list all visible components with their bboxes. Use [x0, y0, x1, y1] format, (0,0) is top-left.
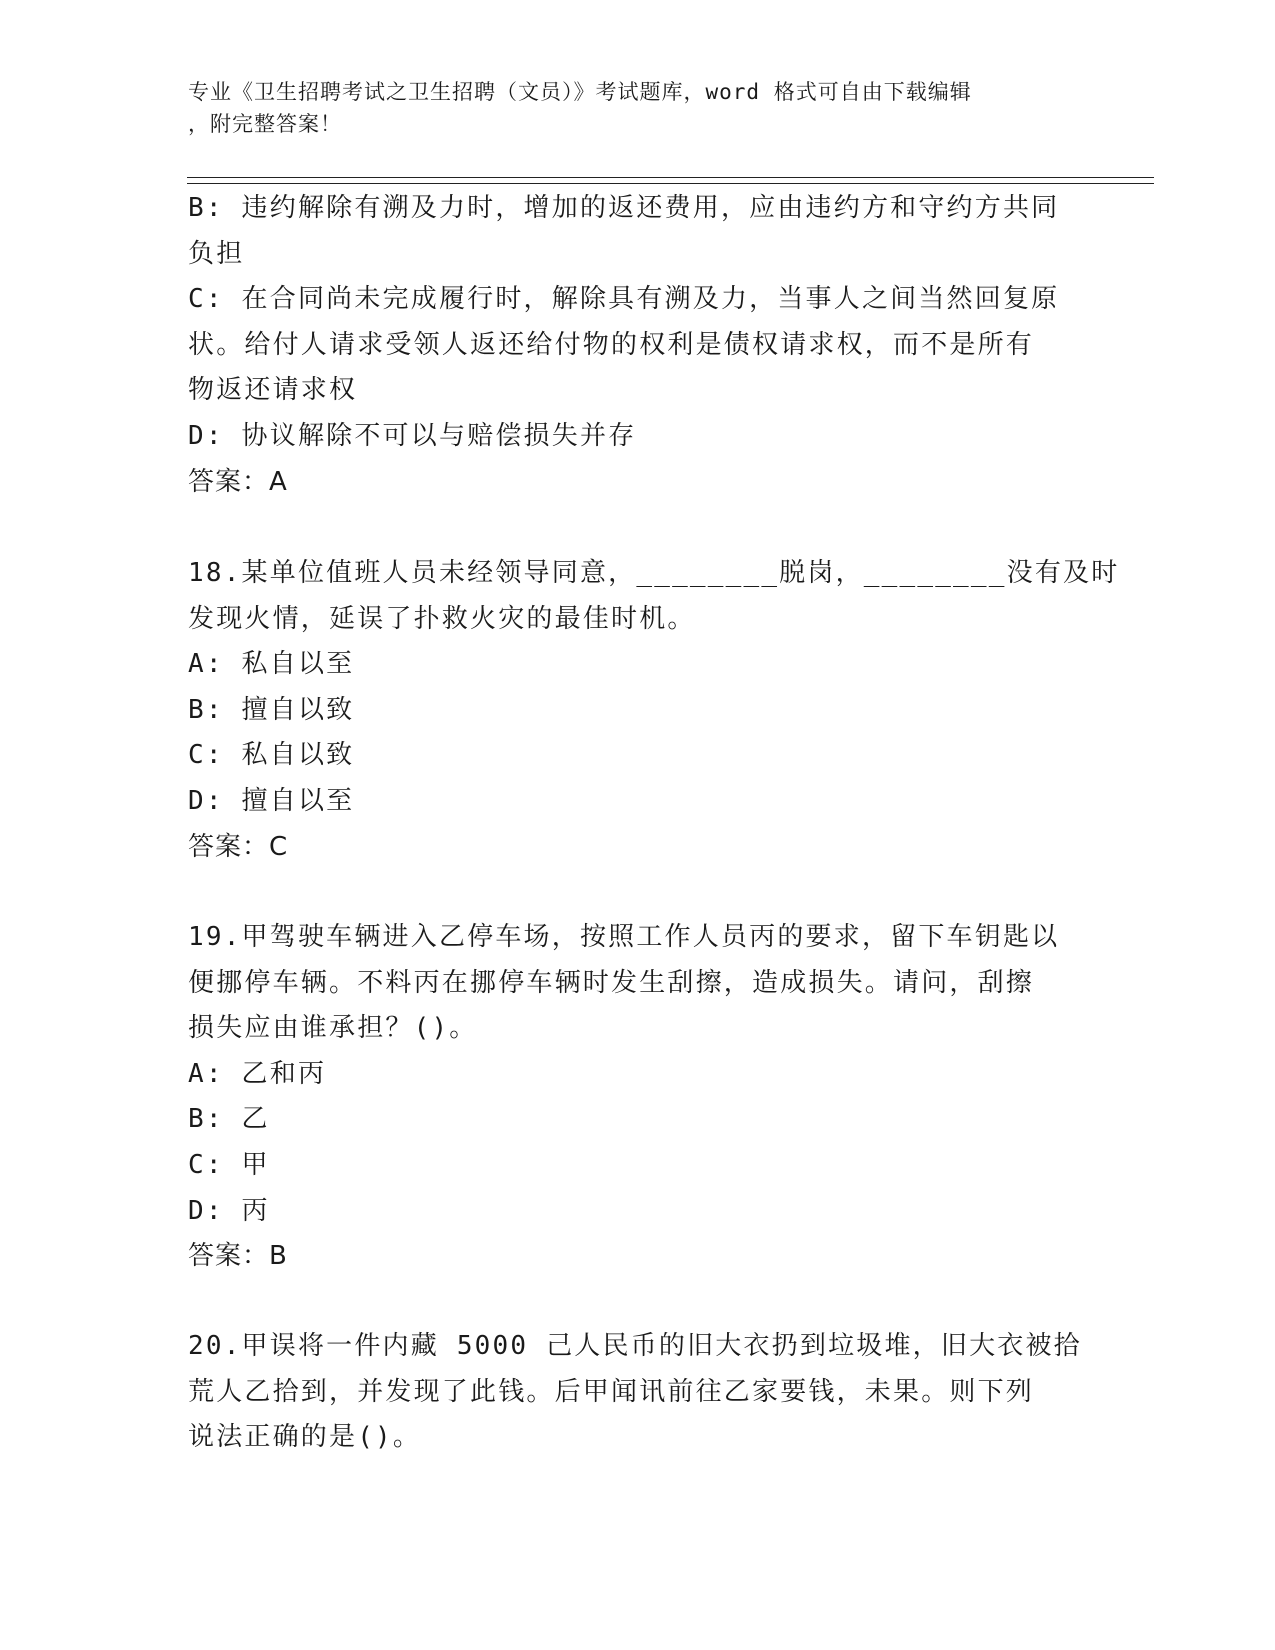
question-stem-line-2: 荒人乙拾到，并发现了此钱。后甲闻讯前往乙家要钱，未果。则下列 — [188, 1376, 1035, 1407]
question-stem-line-3: 说法正确的是()。 — [188, 1422, 422, 1453]
option-c-line-3: 物返还请求权 — [188, 375, 358, 406]
question-stem-line-1: 18.某单位值班人员未经领导同意，________脱岗，________没有及时 — [188, 558, 1120, 588]
header-rule-top — [187, 177, 1154, 178]
option-d: D: 丙 — [188, 1195, 270, 1226]
question-stem-line-3: 损失应由谁承担？()。 — [188, 1013, 478, 1044]
answer-label: 答案：A — [188, 466, 288, 497]
option-c-line-1: C: 在合同尚未完成履行时，解除具有溯及力，当事人之间当然回复原 — [188, 284, 1060, 315]
option-c-line-2: 状。给付人请求受领人返还给付物的权利是债权请求权，而不是所有 — [188, 329, 1035, 360]
question-17-continuation — [188, 186, 1088, 505]
option-d: D: 擅自以至 — [188, 785, 355, 816]
option-c: C: 甲 — [188, 1149, 270, 1180]
header-line-1: 专业《卫生招聘考试之卫生招聘（文员）》考试题库，word 格式可自由下载编辑 — [188, 80, 972, 104]
option-b-line-1: B: 违约解除有溯及力时，增加的返还费用，应由违约方和守约方共同 — [188, 193, 1060, 223]
question-18 — [188, 551, 1120, 870]
option-a: A: 乙和丙 — [188, 1058, 327, 1089]
option-b: B: 擅自以致 — [188, 694, 355, 725]
question-20 — [188, 1324, 1088, 1461]
question-stem-line-2: 发现火情，延误了扑救火灾的最佳时机。 — [188, 603, 696, 634]
option-c: C: 私自以致 — [188, 740, 355, 771]
answer-label: 答案：B — [188, 1241, 288, 1272]
question-stem-line-1: 19.甲驾驶车辆进入乙停车场，按照工作人员丙的要求，留下车钥匙以 — [188, 922, 1060, 952]
option-a: A: 私自以至 — [188, 649, 355, 680]
option-d: D: 协议解除不可以与赔偿损失并存 — [188, 420, 637, 451]
option-b: B: 乙 — [188, 1104, 270, 1135]
question-stem-line-2: 便挪停车辆。不料丙在挪停车辆时发生刮擦，造成损失。请问，刮擦 — [188, 967, 1035, 998]
header-line-2: ，附完整答案！ — [188, 112, 342, 136]
document-header — [188, 76, 1088, 140]
option-b-line-2: 负担 — [188, 238, 245, 269]
header-rule-bottom — [187, 183, 1154, 184]
question-19 — [188, 915, 1088, 1280]
answer-label: 答案：C — [188, 831, 289, 862]
question-stem-line-1: 20.甲误将一件内藏 5000 己人民币的旧大衣扔到垃圾堆，旧大衣被拾 — [188, 1331, 1082, 1361]
